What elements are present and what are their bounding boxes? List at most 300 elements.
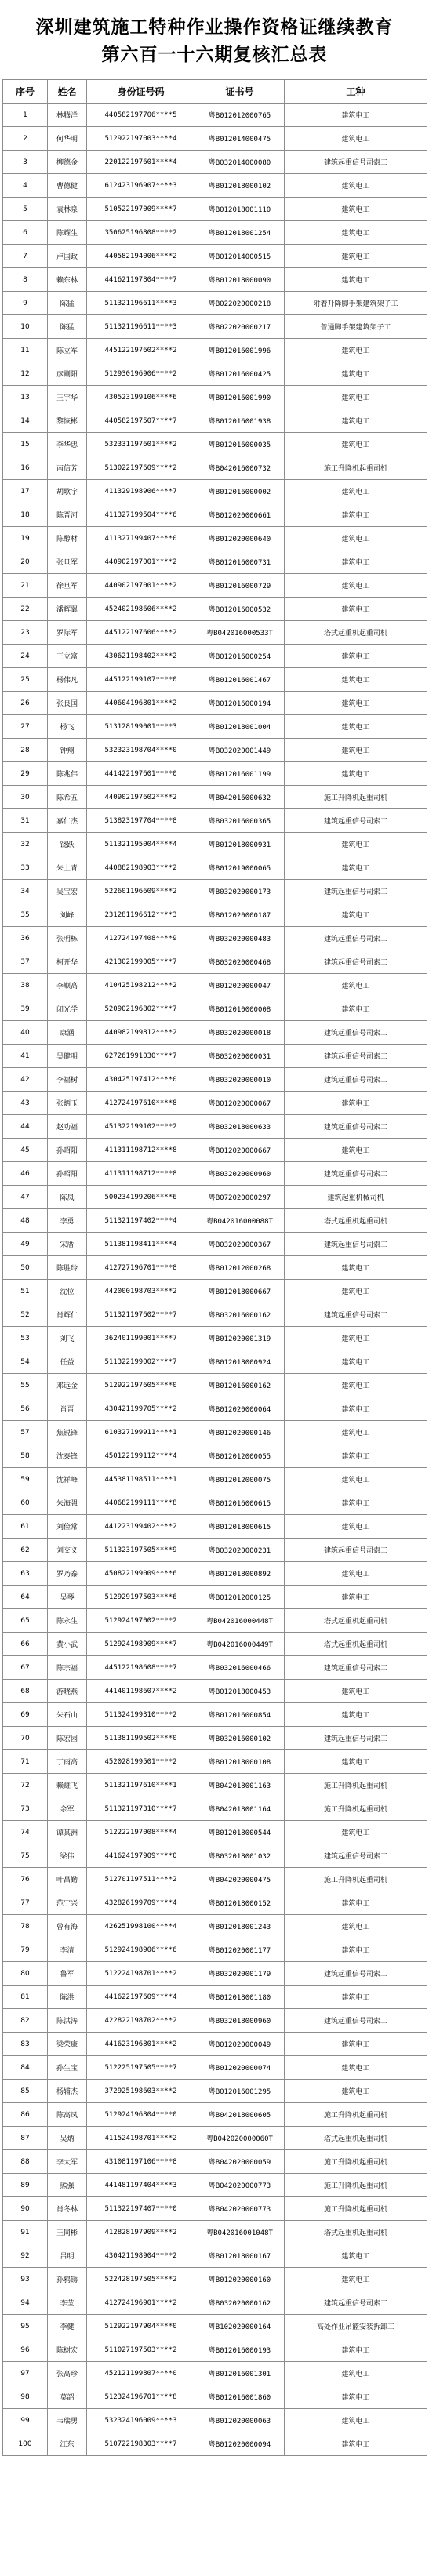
cell-name: 袁林泉 bbox=[48, 198, 87, 221]
cell-name: 赖雄飞 bbox=[48, 1774, 87, 1797]
table-row bbox=[3, 1280, 427, 1303]
cell-cert-no: 粤B042016000088T bbox=[195, 1209, 285, 1233]
cell-name: 沈泰锋 bbox=[48, 1444, 87, 1468]
cell-seq: 65 bbox=[3, 1609, 48, 1633]
cell-name: 钟翔 bbox=[48, 739, 87, 762]
cell-job-type: 建筑电工 bbox=[285, 1397, 427, 1421]
cell-cert-no: 粤B012020000640 bbox=[195, 527, 285, 550]
table-row bbox=[3, 362, 427, 386]
table-row bbox=[3, 127, 427, 151]
table-row bbox=[3, 1868, 427, 1891]
table-row bbox=[3, 480, 427, 503]
cell-job-type: 塔式起重机起重司机 bbox=[285, 621, 427, 645]
cell-id-no: 412724197610****8 bbox=[87, 1092, 195, 1115]
table-row bbox=[3, 1374, 427, 1397]
cell-id-no: 442000198703****2 bbox=[87, 1280, 195, 1303]
cell-id-no: 362401199001****7 bbox=[87, 1327, 195, 1350]
cell-name: 胡歌宇 bbox=[48, 480, 87, 503]
cell-job-type: 塔式起重机起重司机 bbox=[285, 1633, 427, 1656]
table-row bbox=[3, 104, 427, 127]
cell-cert-no: 粤B032016000365 bbox=[195, 809, 285, 833]
table-row bbox=[3, 2268, 427, 2291]
table-row bbox=[3, 2103, 427, 2127]
cell-name: 徐旦军 bbox=[48, 574, 87, 598]
cell-job-type: 建筑电工 bbox=[285, 339, 427, 362]
cell-job-type: 建筑电工 bbox=[285, 833, 427, 856]
cell-id-no: 441223199402****2 bbox=[87, 1515, 195, 1539]
cell-name: 张良国 bbox=[48, 692, 87, 715]
table-row bbox=[3, 903, 427, 927]
cell-id-no: 452402198606****2 bbox=[87, 598, 195, 621]
table-row bbox=[3, 1468, 427, 1491]
cell-job-type: 建筑电工 bbox=[285, 1444, 427, 1468]
table-row bbox=[3, 292, 427, 315]
cell-seq: 37 bbox=[3, 950, 48, 974]
cell-cert-no: 粤B042020000475 bbox=[195, 1868, 285, 1891]
cell-cert-no: 粤B032020000010 bbox=[195, 1068, 285, 1092]
cell-id-no: 445122197606****2 bbox=[87, 621, 195, 645]
cell-id-no: 511321197402****4 bbox=[87, 1209, 195, 1233]
cell-id-no: 440604196801****2 bbox=[87, 692, 195, 715]
table-row bbox=[3, 997, 427, 1021]
table-row bbox=[3, 786, 427, 809]
cell-name: 莫韶 bbox=[48, 2385, 87, 2409]
cell-cert-no: 粤B012018000892 bbox=[195, 1562, 285, 1586]
cell-name: 赵功福 bbox=[48, 1115, 87, 1139]
cell-job-type: 施工升降机起重司机 bbox=[285, 2103, 427, 2127]
cell-id-no: 431081197106****8 bbox=[87, 2150, 195, 2174]
cell-id-no: 512924197002****2 bbox=[87, 1609, 195, 1633]
cell-name: 嘉仁杰 bbox=[48, 809, 87, 833]
cell-job-type: 建筑电工 bbox=[285, 527, 427, 550]
cell-id-no: 372925198603****2 bbox=[87, 2080, 195, 2103]
table-row bbox=[3, 950, 427, 974]
cell-id-no: 510522197009****7 bbox=[87, 198, 195, 221]
cell-seq: 93 bbox=[3, 2268, 48, 2291]
cell-name: 陈醇材 bbox=[48, 527, 87, 550]
cell-cert-no: 粤B032020000173 bbox=[195, 880, 285, 903]
cell-id-no: 512930196906****2 bbox=[87, 362, 195, 386]
cell-seq: 86 bbox=[3, 2103, 48, 2127]
cell-cert-no: 粤B012020001177 bbox=[195, 1938, 285, 1962]
cell-cert-no: 粤B012016001996 bbox=[195, 339, 285, 362]
cell-id-no: 512924198906****6 bbox=[87, 1938, 195, 1962]
cell-job-type: 施工升降机起重司机 bbox=[285, 2197, 427, 2221]
cell-job-type: 建筑电工 bbox=[285, 268, 427, 292]
cell-id-no: 512924198909****7 bbox=[87, 1633, 195, 1656]
cell-seq: 74 bbox=[3, 1821, 48, 1844]
cell-job-type: 施工升降机起重司机 bbox=[285, 456, 427, 480]
table-row bbox=[3, 1209, 427, 1233]
cell-id-no: 511322199002****7 bbox=[87, 1350, 195, 1374]
table-row bbox=[3, 2291, 427, 2315]
cell-seq: 69 bbox=[3, 1703, 48, 1727]
cell-job-type: 建筑电工 bbox=[285, 2056, 427, 2080]
cell-id-no: 441481197404****3 bbox=[87, 2174, 195, 2197]
cell-job-type: 建筑电工 bbox=[285, 1421, 427, 1444]
cell-name: 陈耀生 bbox=[48, 221, 87, 245]
cell-name: 彦剛阳 bbox=[48, 362, 87, 386]
cell-cert-no: 粤B012014000515 bbox=[195, 245, 285, 268]
cell-seq: 32 bbox=[3, 833, 48, 856]
table-row bbox=[3, 1021, 427, 1045]
cell-seq: 53 bbox=[3, 1327, 48, 1350]
cell-id-no: 441422197601****0 bbox=[87, 762, 195, 786]
cell-seq: 18 bbox=[3, 503, 48, 527]
cell-id-no: 412828197909****2 bbox=[87, 2221, 195, 2244]
cell-job-type: 建筑起重信号司索工 bbox=[285, 1303, 427, 1327]
cell-seq: 14 bbox=[3, 409, 48, 433]
table-row bbox=[3, 1774, 427, 1797]
cell-name: 孙生宝 bbox=[48, 2056, 87, 2080]
cell-seq: 40 bbox=[3, 1021, 48, 1045]
cell-cert-no: 粤B012020000064 bbox=[195, 1397, 285, 1421]
cell-job-type: 建筑电工 bbox=[285, 2080, 427, 2103]
cell-cert-no: 粤B012018001243 bbox=[195, 1915, 285, 1938]
cell-id-no: 512922197605****0 bbox=[87, 1374, 195, 1397]
cell-job-type: 塔式起重机起重司机 bbox=[285, 1209, 427, 1233]
cell-seq: 45 bbox=[3, 1139, 48, 1162]
cell-id-no: 440902197602****2 bbox=[87, 786, 195, 809]
cell-seq: 34 bbox=[3, 880, 48, 903]
cell-name: 杨飞 bbox=[48, 715, 87, 739]
cell-cert-no: 粤B012016001467 bbox=[195, 668, 285, 692]
cell-name: 赖东林 bbox=[48, 268, 87, 292]
cell-job-type: 建筑电工 bbox=[285, 2409, 427, 2432]
table-row bbox=[3, 315, 427, 339]
table-row bbox=[3, 927, 427, 950]
cell-cert-no: 粤B012018000924 bbox=[195, 1350, 285, 1374]
cell-cert-no: 粤B032018001032 bbox=[195, 1844, 285, 1868]
cell-name: 李大军 bbox=[48, 2150, 87, 2174]
cell-job-type: 建筑起重信号司索工 bbox=[285, 1162, 427, 1186]
cell-job-type: 建筑电工 bbox=[285, 715, 427, 739]
cell-id-no: 511321197310****7 bbox=[87, 1797, 195, 1821]
cell-name: 杨辅杰 bbox=[48, 2080, 87, 2103]
table-row bbox=[3, 1303, 427, 1327]
cell-job-type: 施工升降机起重司机 bbox=[285, 1868, 427, 1891]
title-block bbox=[2, 2, 427, 79]
cell-job-type: 施工升降机起重司机 bbox=[285, 2150, 427, 2174]
table-row bbox=[3, 809, 427, 833]
cell-id-no: 450822199009****6 bbox=[87, 1562, 195, 1586]
cell-job-type: 建筑起重信号司索工 bbox=[285, 809, 427, 833]
cell-job-type: 附着升降脚手架建筑架子工 bbox=[285, 292, 427, 315]
cell-job-type: 建筑起重信号司索工 bbox=[285, 1021, 427, 1045]
cell-cert-no: 粤B012018000931 bbox=[195, 833, 285, 856]
cell-name: 杨伟凡 bbox=[48, 668, 87, 692]
table-row bbox=[3, 1609, 427, 1633]
cell-id-no: 411524198701****2 bbox=[87, 2127, 195, 2150]
cell-id-no: 511322197407****0 bbox=[87, 2197, 195, 2221]
cell-cert-no: 粤B042018001164 bbox=[195, 1797, 285, 1821]
cell-cert-no: 粤B032020000367 bbox=[195, 1233, 285, 1256]
cell-job-type: 建筑电工 bbox=[285, 2338, 427, 2362]
cell-job-type: 建筑起重信号司索工 bbox=[285, 950, 427, 974]
cell-job-type: 建筑电工 bbox=[285, 1092, 427, 1115]
cell-seq: 36 bbox=[3, 927, 48, 950]
cell-job-type: 建筑电工 bbox=[285, 762, 427, 786]
table-row bbox=[3, 1115, 427, 1139]
cell-cert-no: 粤B032016000162 bbox=[195, 1303, 285, 1327]
cell-cert-no: 粤B012016000731 bbox=[195, 550, 285, 574]
cell-job-type: 建筑电工 bbox=[285, 974, 427, 997]
cell-job-type: 建筑电工 bbox=[285, 856, 427, 880]
table-row bbox=[3, 1327, 427, 1350]
table-row bbox=[3, 2432, 427, 2456]
cell-job-type: 建筑电工 bbox=[285, 1703, 427, 1727]
table-row bbox=[3, 1821, 427, 1844]
cell-cert-no: 粤B012012000075 bbox=[195, 1468, 285, 1491]
cell-cert-no: 粤B072020000297 bbox=[195, 1186, 285, 1209]
table-row bbox=[3, 221, 427, 245]
cell-id-no: 511323197505****9 bbox=[87, 1539, 195, 1562]
cell-id-no: 510722198303****7 bbox=[87, 2432, 195, 2456]
cell-id-no: 512922197003****4 bbox=[87, 127, 195, 151]
cell-cert-no: 粤B012016000194 bbox=[195, 692, 285, 715]
cell-name: 何华明 bbox=[48, 127, 87, 151]
cell-cert-no: 粤B012020000187 bbox=[195, 903, 285, 927]
cell-cert-no: 粤B012016001295 bbox=[195, 2080, 285, 2103]
cell-name: 柯开华 bbox=[48, 950, 87, 974]
table-row bbox=[3, 715, 427, 739]
cell-job-type: 建筑电工 bbox=[285, 2385, 427, 2409]
cell-seq: 90 bbox=[3, 2197, 48, 2221]
table-row bbox=[3, 433, 427, 456]
cell-name: 陈凤 bbox=[48, 1186, 87, 1209]
cell-cert-no: 粤B012016001860 bbox=[195, 2385, 285, 2409]
cell-id-no: 513022197609****2 bbox=[87, 456, 195, 480]
table-row bbox=[3, 2338, 427, 2362]
cell-job-type: 建筑起重信号司索工 bbox=[285, 1045, 427, 1068]
cell-seq: 83 bbox=[3, 2033, 48, 2056]
cell-id-no: 220122197601****4 bbox=[87, 151, 195, 174]
cell-name: 陈树宏 bbox=[48, 2338, 87, 2362]
table-row bbox=[3, 833, 427, 856]
cell-name: 宋厝 bbox=[48, 1233, 87, 1256]
table-row bbox=[3, 2127, 427, 2150]
cell-cert-no: 粤B012020000063 bbox=[195, 2409, 285, 2432]
cell-job-type: 施工升降机起重司机 bbox=[285, 2174, 427, 2197]
cell-id-no: 513823197704****8 bbox=[87, 809, 195, 833]
cell-cert-no: 粤B042018000605 bbox=[195, 2103, 285, 2127]
cell-name: 刘交义 bbox=[48, 1539, 87, 1562]
cell-cert-no: 粤B012016001199 bbox=[195, 762, 285, 786]
table-row bbox=[3, 2409, 427, 2432]
cell-id-no: 440582194006****2 bbox=[87, 245, 195, 268]
cell-job-type: 建筑电工 bbox=[285, 574, 427, 598]
cell-seq: 84 bbox=[3, 2056, 48, 2080]
cell-name: 李华忠 bbox=[48, 433, 87, 456]
cell-id-no: 520902196802****7 bbox=[87, 997, 195, 1021]
cell-job-type: 建筑电工 bbox=[285, 2244, 427, 2268]
cell-job-type: 建筑电工 bbox=[285, 1468, 427, 1491]
cell-name: 吴宝宏 bbox=[48, 880, 87, 903]
cell-id-no: 451322199102****2 bbox=[87, 1115, 195, 1139]
cell-seq: 17 bbox=[3, 480, 48, 503]
cell-id-no: 511321197602****7 bbox=[87, 1303, 195, 1327]
cell-id-no: 422822198702****2 bbox=[87, 2009, 195, 2033]
cell-id-no: 500234199206****6 bbox=[87, 1186, 195, 1209]
table-row bbox=[3, 386, 427, 409]
cell-id-no: 450122199112****4 bbox=[87, 1444, 195, 1468]
cell-cert-no: 粤B012014000475 bbox=[195, 127, 285, 151]
cell-seq: 78 bbox=[3, 1915, 48, 1938]
cell-cert-no: 粤B012016000193 bbox=[195, 2338, 285, 2362]
cell-name: 张旦军 bbox=[48, 550, 87, 574]
cell-name: 王同彬 bbox=[48, 2221, 87, 2244]
cell-cert-no: 粤B012020000094 bbox=[195, 2432, 285, 2456]
cell-id-no: 231281196612****3 bbox=[87, 903, 195, 927]
cell-id-no: 445122197602****2 bbox=[87, 339, 195, 362]
cell-id-no: 522428197505****2 bbox=[87, 2268, 195, 2291]
cell-cert-no: 粤B012020000049 bbox=[195, 2033, 285, 2056]
cell-cert-no: 粤B042020000059 bbox=[195, 2150, 285, 2174]
cell-seq: 9 bbox=[3, 292, 48, 315]
table-row bbox=[3, 1444, 427, 1468]
cell-name: 朱石山 bbox=[48, 1703, 87, 1727]
cell-job-type: 建筑起重信号司索工 bbox=[285, 927, 427, 950]
cell-id-no: 511321195004****4 bbox=[87, 833, 195, 856]
cell-job-type: 建筑起重信号司索工 bbox=[285, 1844, 427, 1868]
cell-name: 吴琴 bbox=[48, 1586, 87, 1609]
cell-id-no: 411329198906****7 bbox=[87, 480, 195, 503]
table-row bbox=[3, 1750, 427, 1774]
cell-name: 肖冬林 bbox=[48, 2197, 87, 2221]
table-row bbox=[3, 1397, 427, 1421]
cell-job-type: 建筑电工 bbox=[285, 127, 427, 151]
cell-id-no: 441624197909****0 bbox=[87, 1844, 195, 1868]
cell-cert-no: 粤B032020000018 bbox=[195, 1021, 285, 1045]
cell-seq: 61 bbox=[3, 1515, 48, 1539]
cell-job-type: 建筑电工 bbox=[285, 480, 427, 503]
table-body bbox=[3, 104, 427, 2456]
cell-cert-no: 粤B032020000162 bbox=[195, 2291, 285, 2315]
cell-cert-no: 粤B032014000080 bbox=[195, 151, 285, 174]
cell-cert-no: 粤B042020000773 bbox=[195, 2174, 285, 2197]
cell-cert-no: 粤B012016000854 bbox=[195, 1703, 285, 1727]
cell-seq: 44 bbox=[3, 1115, 48, 1139]
cell-cert-no: 粤B012018001254 bbox=[195, 221, 285, 245]
cell-job-type: 建筑电工 bbox=[285, 386, 427, 409]
cell-cert-no: 粤B022020000218 bbox=[195, 292, 285, 315]
cell-job-type: 建筑起重信号司索工 bbox=[285, 1068, 427, 1092]
cell-seq: 94 bbox=[3, 2291, 48, 2315]
cell-name: 沈位 bbox=[48, 1280, 87, 1303]
cell-name: 李莹 bbox=[48, 2291, 87, 2315]
table-row bbox=[3, 1421, 427, 1444]
cell-cert-no: 粤B012018000152 bbox=[195, 1891, 285, 1915]
table-row bbox=[3, 1844, 427, 1868]
cell-seq: 10 bbox=[3, 315, 48, 339]
table-row bbox=[3, 856, 427, 880]
cell-id-no: 430425197412****0 bbox=[87, 1068, 195, 1092]
table-row bbox=[3, 245, 427, 268]
cell-seq: 72 bbox=[3, 1774, 48, 1797]
table-row bbox=[3, 2033, 427, 2056]
cell-id-no: 627261991030****7 bbox=[87, 1045, 195, 1068]
cell-id-no: 440582197507****7 bbox=[87, 409, 195, 433]
cell-id-no: 511321196611****3 bbox=[87, 315, 195, 339]
cell-seq: 70 bbox=[3, 1727, 48, 1750]
cell-cert-no: 粤B032020000960 bbox=[195, 1162, 285, 1186]
cell-job-type: 建筑电工 bbox=[285, 1986, 427, 2009]
table-row bbox=[3, 2244, 427, 2268]
cell-name: 李勇 bbox=[48, 1209, 87, 1233]
cell-cert-no: 粤B012016000035 bbox=[195, 433, 285, 456]
cell-name: 刘峰 bbox=[48, 903, 87, 927]
table-row bbox=[3, 1915, 427, 1938]
cell-id-no: 511324199310****2 bbox=[87, 1703, 195, 1727]
cell-name: 李福树 bbox=[48, 1068, 87, 1092]
cell-job-type: 建筑电工 bbox=[285, 221, 427, 245]
cell-job-type: 建筑起重信号司索工 bbox=[285, 151, 427, 174]
table-row bbox=[3, 198, 427, 221]
cell-job-type: 建筑起重信号司索工 bbox=[285, 1115, 427, 1139]
cell-seq: 5 bbox=[3, 198, 48, 221]
cell-seq: 7 bbox=[3, 245, 48, 268]
table-row bbox=[3, 1633, 427, 1656]
cell-seq: 3 bbox=[3, 151, 48, 174]
table-row bbox=[3, 2009, 427, 2033]
cell-seq: 91 bbox=[3, 2221, 48, 2244]
table-row bbox=[3, 550, 427, 574]
cell-cert-no: 粤B012016001301 bbox=[195, 2362, 285, 2385]
cell-seq: 82 bbox=[3, 2009, 48, 2033]
cell-cert-no: 粤B012016000162 bbox=[195, 1374, 285, 1397]
cell-cert-no: 粤B012020000074 bbox=[195, 2056, 285, 2080]
table-row bbox=[3, 503, 427, 527]
cell-name: 朱上青 bbox=[48, 856, 87, 880]
cell-name: 康涵 bbox=[48, 1021, 87, 1045]
cell-id-no: 440982199812****2 bbox=[87, 1021, 195, 1045]
cell-seq: 52 bbox=[3, 1303, 48, 1327]
cell-id-no: 512222197008****4 bbox=[87, 1821, 195, 1844]
cell-name: 陈高凤 bbox=[48, 2103, 87, 2127]
cell-job-type: 建筑电工 bbox=[285, 1350, 427, 1374]
cell-seq: 58 bbox=[3, 1444, 48, 1468]
cell-cert-no: 粤B012012000055 bbox=[195, 1444, 285, 1468]
cell-name: 肖晋 bbox=[48, 1397, 87, 1421]
cell-id-no: 445122198608****7 bbox=[87, 1656, 195, 1680]
cell-name: 孙昭阳 bbox=[48, 1162, 87, 1186]
cell-id-no: 440902197001****2 bbox=[87, 574, 195, 598]
cell-name: 闭光学 bbox=[48, 997, 87, 1021]
cell-cert-no: 粤B012018000102 bbox=[195, 174, 285, 198]
cell-job-type: 建筑电工 bbox=[285, 2033, 427, 2056]
cell-name: 陈猛 bbox=[48, 292, 87, 315]
cell-seq: 13 bbox=[3, 386, 48, 409]
table-row bbox=[3, 2080, 427, 2103]
cell-id-no: 411327199504****6 bbox=[87, 503, 195, 527]
cell-cert-no: 粤B012012000268 bbox=[195, 1256, 285, 1280]
cell-name: 吴炳 bbox=[48, 2127, 87, 2150]
table-row bbox=[3, 1515, 427, 1539]
cell-job-type: 建筑电工 bbox=[285, 409, 427, 433]
cell-seq: 62 bbox=[3, 1539, 48, 1562]
cell-cert-no: 粤B012018000667 bbox=[195, 1280, 285, 1303]
cell-id-no: 511321197610****1 bbox=[87, 1774, 195, 1797]
cell-id-no: 512225197505****7 bbox=[87, 2056, 195, 2080]
cell-name: 黎恢彬 bbox=[48, 409, 87, 433]
cell-seq: 27 bbox=[3, 715, 48, 739]
cell-cert-no: 粤B012020000661 bbox=[195, 503, 285, 527]
cell-seq: 15 bbox=[3, 433, 48, 456]
cell-cert-no: 粤B012012000125 bbox=[195, 1586, 285, 1609]
table-row bbox=[3, 1727, 427, 1750]
cell-job-type: 建筑起重信号司索工 bbox=[285, 1656, 427, 1680]
cell-job-type: 施工升降机起重司机 bbox=[285, 1797, 427, 1821]
